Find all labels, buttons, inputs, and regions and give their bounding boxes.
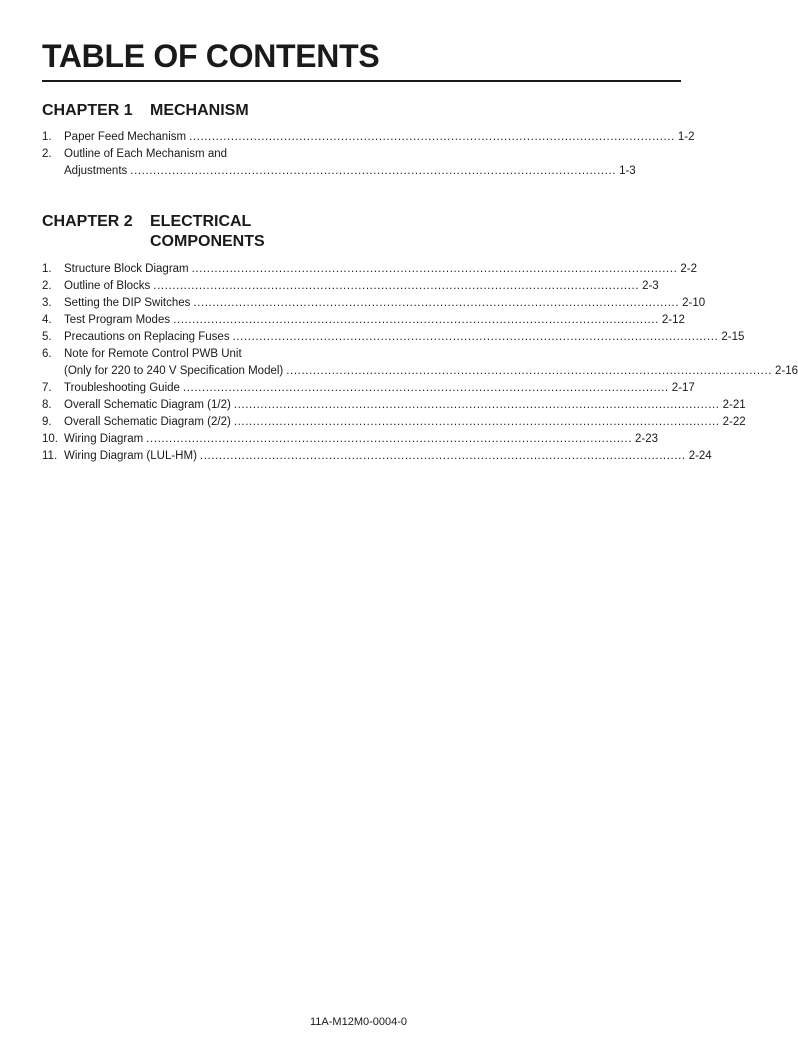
entry-title: Precautions on Replacing Fuses <box>64 331 230 343</box>
entry-number: 3. <box>42 297 52 309</box>
chapter-1-heading <box>42 101 249 121</box>
entry-title: Wiring Diagram <box>64 433 144 445</box>
entry-title: Outline of Each Mechanism and <box>64 148 228 160</box>
entry-page: 1-3 <box>619 165 636 177</box>
leader-dots <box>286 363 772 380</box>
entry-page: 2-10 <box>682 297 706 309</box>
toc-entry[interactable] <box>42 448 712 465</box>
toc-entry[interactable] <box>42 312 685 329</box>
toc-entry[interactable] <box>42 295 706 312</box>
leader-dots <box>173 312 659 329</box>
leader-dots <box>193 295 679 312</box>
toc-entry[interactable] <box>42 129 695 146</box>
entry-number: 11. <box>42 450 58 462</box>
entry-title: Wiring Diagram (LUL-HM) <box>64 450 197 462</box>
entry-number: 2. <box>42 280 52 292</box>
leader-dots <box>183 380 669 397</box>
entry-number: 1. <box>42 131 52 143</box>
title-rule <box>42 80 681 82</box>
entry-title: Outline of Blocks <box>64 280 151 292</box>
leader-dots <box>192 261 678 278</box>
entry-title-continued: Adjustments <box>64 165 128 177</box>
entry-title: Structure Block Diagram <box>64 263 189 275</box>
entry-page: 2-21 <box>722 399 746 411</box>
toc-entry[interactable] <box>42 380 695 397</box>
entry-page: 2-16 <box>775 365 798 377</box>
toc-entry[interactable] <box>42 431 659 448</box>
entry-number: 8. <box>42 399 52 411</box>
entry-number: 9. <box>42 416 52 428</box>
entry-number: 1. <box>42 263 52 275</box>
entry-page: 2-22 <box>722 416 746 428</box>
chapter-number: CHAPTER 2 <box>42 213 133 230</box>
entry-page: 2-12 <box>661 314 685 326</box>
leader-dots <box>153 278 639 295</box>
entry-number: 5. <box>42 331 52 343</box>
entry-title: Test Program Modes <box>64 314 171 326</box>
entry-page: 1-2 <box>677 131 695 143</box>
leader-dots <box>234 414 720 431</box>
toc-entry[interactable] <box>42 146 636 180</box>
leader-dots <box>234 397 720 414</box>
entry-number: 10. <box>42 433 58 445</box>
toc-entry[interactable] <box>42 414 746 431</box>
entry-page: 2-17 <box>671 382 695 394</box>
entry-page: 2-23 <box>635 433 659 445</box>
page-title: TABLE OF CONTENTS <box>42 38 380 74</box>
entry-number: 6. <box>42 348 52 360</box>
entry-title: Paper Feed Mechanism <box>64 131 187 143</box>
toc-entry[interactable] <box>42 329 745 346</box>
chapter-2-heading <box>42 212 265 252</box>
leader-dots <box>130 163 616 180</box>
toc-entry[interactable] <box>42 397 746 414</box>
toc-entry[interactable] <box>42 261 698 278</box>
entry-title: Overall Schematic Diagram (2/2) <box>64 416 231 428</box>
toc-entry[interactable] <box>42 278 659 295</box>
chapter-name: MECHANISM <box>150 102 249 119</box>
leader-dots <box>233 329 719 346</box>
entry-number: 4. <box>42 314 52 326</box>
chapter-name-continued: COMPONENTS <box>150 233 265 250</box>
entry-title: Troubleshooting Guide <box>64 382 180 394</box>
leader-dots <box>200 448 686 465</box>
toc-entry[interactable] <box>42 346 798 380</box>
document-code: 11A-M12M0-0004-0 <box>310 1016 408 1028</box>
entry-number: 2. <box>42 148 52 160</box>
entry-page: 2-2 <box>680 263 698 275</box>
chapter-number: CHAPTER 1 <box>42 102 133 119</box>
entry-title-continued: (Only for 220 to 240 V Specification Model) <box>64 365 284 377</box>
chapter-name: ELECTRICAL <box>150 213 252 230</box>
leader-dots <box>189 129 675 146</box>
entry-page: 2-3 <box>642 280 659 292</box>
entry-title: Overall Schematic Diagram (1/2) <box>64 399 231 411</box>
entry-number: 7. <box>42 382 52 394</box>
leader-dots <box>146 431 632 448</box>
entry-title: Note for Remote Control PWB Unit <box>64 348 242 360</box>
chapter-2-list <box>42 261 798 465</box>
chapter-1-list <box>42 129 695 180</box>
entry-page: 2-15 <box>721 331 745 343</box>
entry-title: Setting the DIP Switches <box>64 297 191 309</box>
entry-page: 2-24 <box>688 450 712 462</box>
